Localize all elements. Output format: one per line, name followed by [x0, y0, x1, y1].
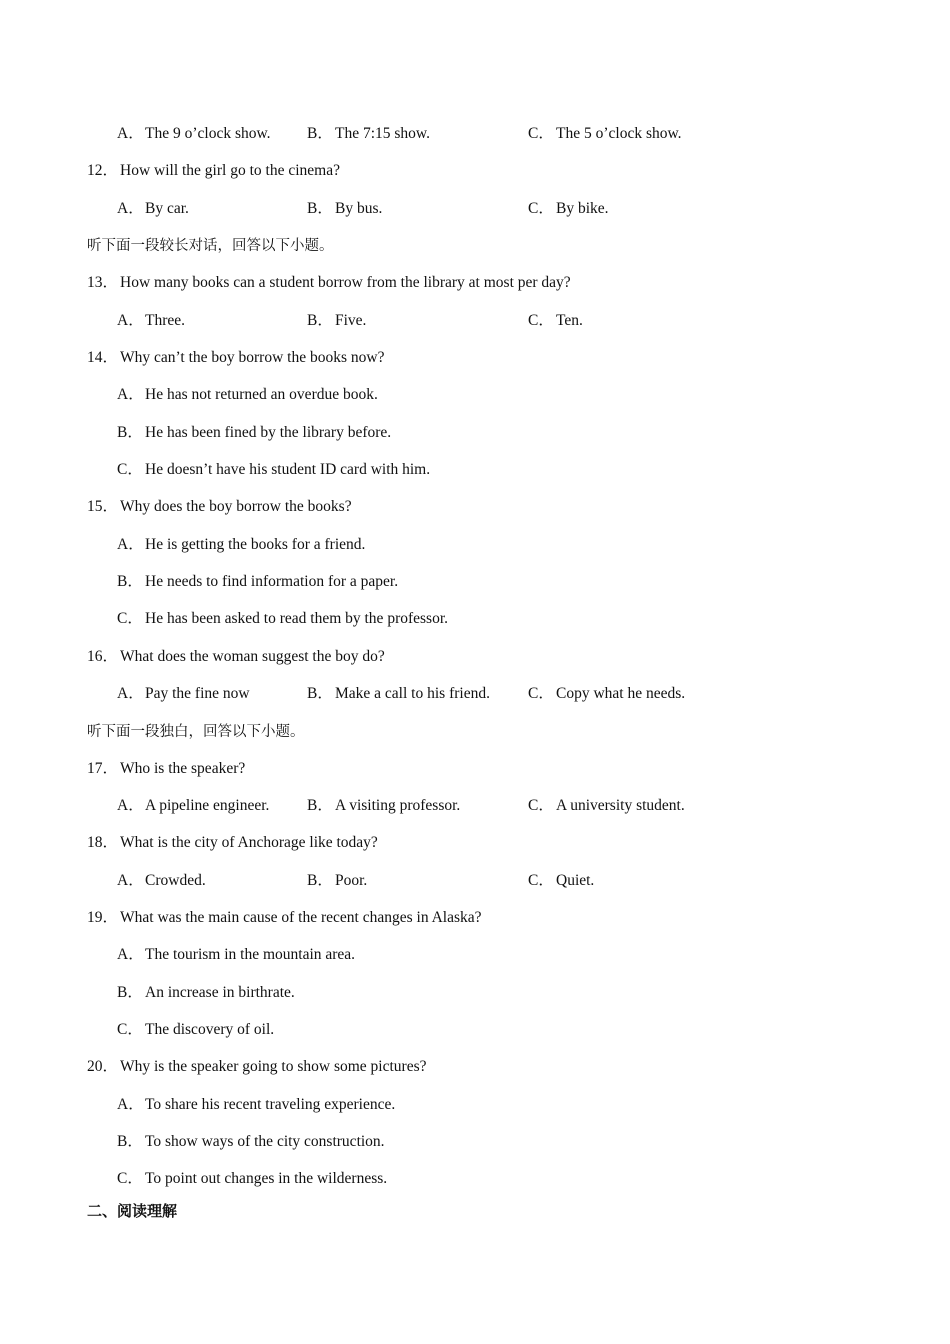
- q16-option-b: B． Make a call to his friend.: [307, 685, 490, 702]
- q20-option-b: B． To show ways of the city construction.: [117, 1133, 385, 1150]
- q16-option-c: C． Copy what he needs.: [528, 685, 686, 702]
- question-16: 16． What does the woman suggest the boy do?: [87, 648, 385, 665]
- q15-option-a: A．He is getting the books for a friend.: [117, 536, 366, 553]
- q19-option-c: C． The discovery of oil.: [117, 1021, 275, 1038]
- q14-option-b: B． He has been fined by the library before.: [117, 424, 392, 441]
- q16-option-a: A．Pay the fine now: [117, 685, 250, 702]
- question-12: 12． How will the girl go to the cinema?: [87, 162, 340, 179]
- question-17: 17． Who is the speaker?: [87, 760, 246, 777]
- q15-option-b: B． He needs to find information for a paper.: [117, 573, 399, 590]
- q13-option-a: A．Three.: [117, 312, 186, 329]
- q18-option-a: A．Crowded.: [117, 872, 206, 889]
- q13-option-b: B． Five.: [307, 312, 367, 329]
- q12-option-c: C． By bike.: [528, 200, 609, 217]
- question-18: 18． What is the city of Anchorage like today?: [87, 834, 378, 851]
- q19-option-a: A．The tourism in the mountain area.: [117, 946, 356, 963]
- question-20: 20． Why is the speaker going to show some pictures?: [87, 1058, 427, 1075]
- section-heading-reading: 二、阅读理解: [87, 1202, 178, 1220]
- q17-option-c: C． A university student.: [528, 797, 685, 814]
- q12-option-b: B． By bus.: [307, 200, 383, 217]
- q20-option-a: A．To share his recent traveling experience.: [117, 1096, 396, 1113]
- instruction-long-dialogue: 听下面一段较长对话，回答以下小题。: [87, 238, 334, 254]
- q20-option-c: C． To point out changes in the wilderness.: [117, 1170, 388, 1187]
- q19-option-b: B． An increase in birthrate.: [117, 984, 295, 1001]
- q11-option-a: A．The 9 o’clock show.: [117, 125, 271, 142]
- q18-option-b: B． Poor.: [307, 872, 368, 889]
- q17-option-b: B． A visiting professor.: [307, 797, 461, 814]
- q18-option-c: C． Quiet.: [528, 872, 595, 889]
- q14-option-c: C． He doesn’t have his student ID card with him.: [117, 461, 431, 478]
- question-15: 15． Why does the boy borrow the books?: [87, 498, 352, 515]
- q13-option-c: C． Ten.: [528, 312, 583, 329]
- q11-option-c: C． The 5 o’clock show.: [528, 125, 682, 142]
- q17-option-a: A．A pipeline engineer.: [117, 797, 270, 814]
- q14-option-a: A．He has not returned an overdue book.: [117, 386, 378, 403]
- q12-option-a: A．By car.: [117, 200, 189, 217]
- question-14: 14． Why can’t the boy borrow the books now?: [87, 349, 385, 366]
- q11-option-b: B． The 7:15 show.: [307, 125, 430, 142]
- instruction-monologue: 听下面一段独白，回答以下小题。: [87, 724, 305, 740]
- question-13: 13． How many books can a student borrow from the library at most per day?: [87, 274, 571, 291]
- question-19: 19． What was the main cause of the recent changes in Alaska?: [87, 909, 482, 926]
- q15-option-c: C． He has been asked to read them by the professor.: [117, 610, 449, 627]
